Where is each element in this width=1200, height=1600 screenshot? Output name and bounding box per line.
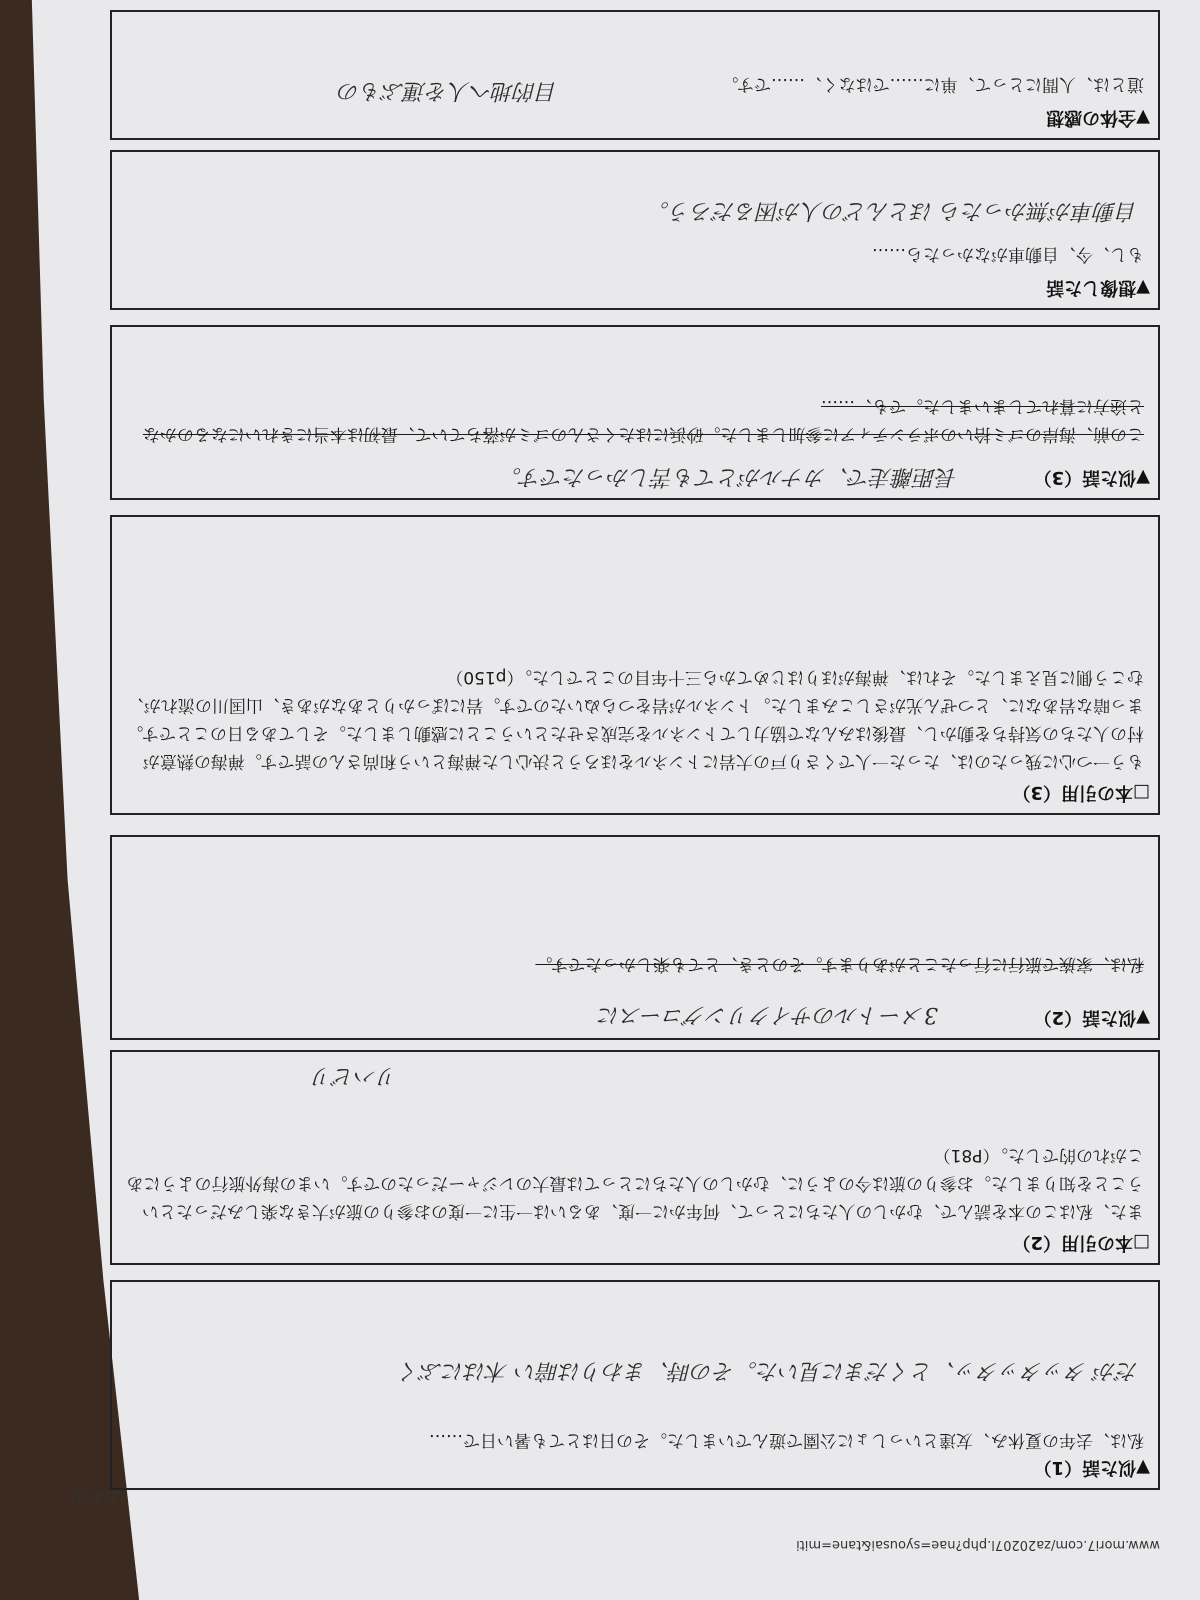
handwritten-answer: 目的地へ人を運ぶもの xyxy=(337,78,558,103)
handwritten-answer: だが タッタッタッ、とくだまに見いた。その時、まわりは暗い 木はにぶく xyxy=(398,1358,1138,1383)
section-title: □本の引用（2） xyxy=(1012,1232,1150,1253)
source-url: www.mori7.com/za20207l.php?nae=syousai&tane=miti xyxy=(796,1537,1160,1552)
section-text: もし、今、自動車がなかったら…… xyxy=(872,244,1144,264)
handwritten-answer: 3メートルのサイクリングコースに xyxy=(597,1002,938,1027)
section-similar-story-3 xyxy=(110,325,1160,500)
date-note: 2/3ﾊ-9 xyxy=(70,1488,120,1507)
section-imagined-story xyxy=(110,150,1160,310)
section-similar-story-2 xyxy=(110,835,1160,1040)
handwritten-note: リハビリ xyxy=(310,1063,398,1088)
section-title: ▼全体の感想 xyxy=(1046,107,1150,128)
section-title: ▼似た話（2） xyxy=(1033,1007,1150,1028)
section-title: ▼似た話（3） xyxy=(1033,467,1150,488)
section-similar-story-1 xyxy=(110,1280,1160,1490)
section-text: 私は、去年の夏休み、友達といっしょに公園で遊んでいました。その日はとても暑い日で…… xyxy=(428,1430,1144,1450)
section-title: ▼似た話（1） xyxy=(1033,1457,1150,1478)
section-text: 道とは、人間にとって、単に……ではなく、……です。 xyxy=(721,74,1144,94)
section-book-quote-2 xyxy=(110,1050,1160,1265)
handwritten-answer: 長距離走で、カナルがとても苦しかったです。 xyxy=(499,464,958,489)
section-text: もう一つ心に残ったのは、たった一人でくさり戸の大岩にトンネルをほろうと決心した禅海という和尚さんの話です。禅海の熱意が村の人たちの気持ちを動かし、最後はみんなで協力してトンネルを完成させたということに感動しました。そしてある日のことです。まっ暗な岩あなに、とつぜん光がさしこみました。トンネルが岩をつらぬいたのです。岩にぽっかりとあながあき、山国川の流れが、むこう側に見えました。それは、禅海がほりはじめてから三十年目のことでした。（p150） xyxy=(126,667,1144,771)
section-book-quote-3 xyxy=(110,515,1160,815)
section-title: ▼想像した話 xyxy=(1046,277,1150,298)
section-text: また、私はこの本を読んで、むかしの人たちにとって、何年かに一度、あるいは一生に一度のお参りの旅が大きな楽しみだったということを知りました。お参りの旅は今のように、むかしの人たちにとっては最大のレジャーだったのです。いまの海外旅行のようにあこがれの的でした。（P81） xyxy=(126,1145,1144,1221)
section-text: この前、海岸のゴミ拾いのボランティアに参加しました。砂浜にはたくさんのゴミが落ちていて、最初は本当にきれいになるのかなと途方に暮れてしまいました。でも、…… xyxy=(142,396,1144,444)
section-overall-impression xyxy=(110,10,1160,140)
section-title: □本の引用（3） xyxy=(1012,782,1150,803)
section-text: 私は、家族で旅行に行ったことがあります。そのとき、とても楽しかったです。 xyxy=(535,954,1144,974)
handwritten-answer: 自動車が無かったら ほとんどの人が困るだろう。 xyxy=(647,198,1138,223)
